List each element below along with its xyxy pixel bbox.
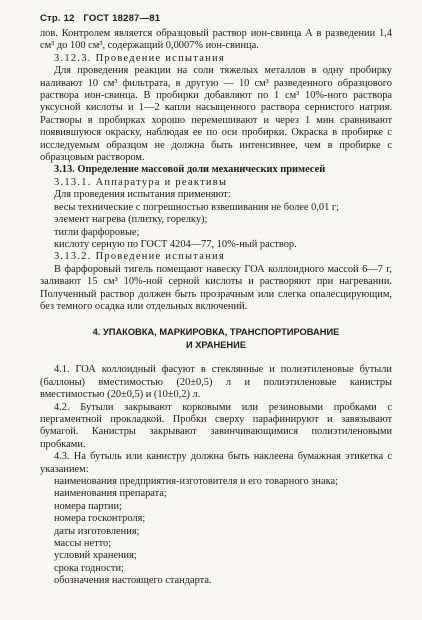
paragraph-q08: даты изготовления; — [54, 525, 140, 537]
paragraph-p05: 3.13.1. Аппаратура и реактивы — [54, 176, 228, 188]
paragraph-p07: весы технические с погрешностью взвешивания не более 0,01 г; — [54, 201, 340, 213]
paragraph-q04: наименования предприятия-изготовителя и его товарного знака; — [54, 476, 338, 487]
paragraph-p06: Для проведения испытания применяют: — [54, 189, 231, 201]
paragraph-p11: 3.13.2. Проведение испытания — [54, 251, 225, 263]
section-3-text — [40, 28, 392, 313]
section-title-line-1: 4. УПАКОВКА, МАРКИРОВКА, ТРАНСПОРТИРОВАНИЕ — [92, 327, 340, 338]
paragraph-p02: 3.12.3. Проведение испытания — [54, 52, 225, 64]
paragraph-p10: кислоту серную по ГОСТ 4204—77, 10%-ный раствор. — [54, 238, 297, 250]
standard-code: ГОСТ 18287—81 — [83, 13, 161, 24]
paragraph-q07: номера госконтроля; — [54, 513, 146, 525]
paragraph-q03: 4.3. На бутыль или канистру должна быть наклеена бумажная этикетка с указанием: — [40, 451, 392, 475]
section-4-text — [40, 364, 392, 587]
paragraph-q10: условий хранения; — [54, 550, 137, 562]
page-number: Стр. 12 — [40, 13, 75, 24]
paragraph-p09: тигли фарфоровые; — [54, 226, 140, 238]
paragraph-q12: обозначения настоящего стандарта. — [54, 575, 212, 587]
paragraph-q11: срока годности; — [54, 562, 124, 574]
paragraph-p04: 3.13. Определение массовой доли механических примесей — [54, 164, 326, 176]
paragraph-p03: Для проведения реакции на соли тяжелых металлов в одну пробирку наливают 10 см³ фильтрата, в другую — 10 см³ разведенного образцового раствора ион-свинца. В пробирки добавляют по 1 см³ 10%-ного раствора уксусной кислоты и 1—2 капли насыщенного раствора сернистого натрия. Растворы в пробирках хорошо перемешивают и через 1 мин сравнивают появившуюся окраску, наблюдая ее по оси пробирки. Окраска в пробирке с исследуемым образцом не должна быть интенсивнее, чем в пробирке с образцовым раствором. — [40, 65, 392, 164]
paragraph-q01: 4.1. ГОА коллоидный фасуют в стеклянные и полиэтиленовые бутыли (баллоны) вместимостью (20±0,5) л и полиэтиленовые канистры вместимостью (20±0,5) и (10±0,2) л. — [40, 364, 392, 401]
paragraph-q09: массы нетто; — [54, 538, 112, 550]
page-header — [40, 13, 392, 24]
section-4-title — [40, 326, 392, 351]
paragraph-p12: В фарфоровый тигель помещают навеску ГОА коллоидного массой 6—7 г, заливают 15 см³ 10%-ной серной кислоты и растворяют при нагревании. Полученный раствор должен быть прозрачным или слегка опалесцирующим, без темного осадка или отдельных включений. — [40, 263, 392, 312]
paragraph-q05: наименования препарата; — [54, 488, 167, 500]
paragraph-q06: номера партии; — [54, 500, 122, 512]
paragraph-p01: лов. Контролем является образцовый раствор ион-свинца А в разведении 1,4 см³ до 100 см³, содержащий 0,0007% ион-свинца. — [40, 28, 392, 52]
paragraph-q02: 4.2. Бутыли закрывают корковыми или резиновыми пробками с пергаментной прокладкой. Пробки сверху парафинируют и завязывают бумагой. Канистры закрывают завинчивающимися полиэтиленовыми пробками. — [40, 401, 392, 450]
section-title-line-2: И ХРАНЕНИЕ — [185, 339, 247, 350]
paragraph-p08: элемент нагрева (плитку, горелку); — [54, 214, 208, 226]
